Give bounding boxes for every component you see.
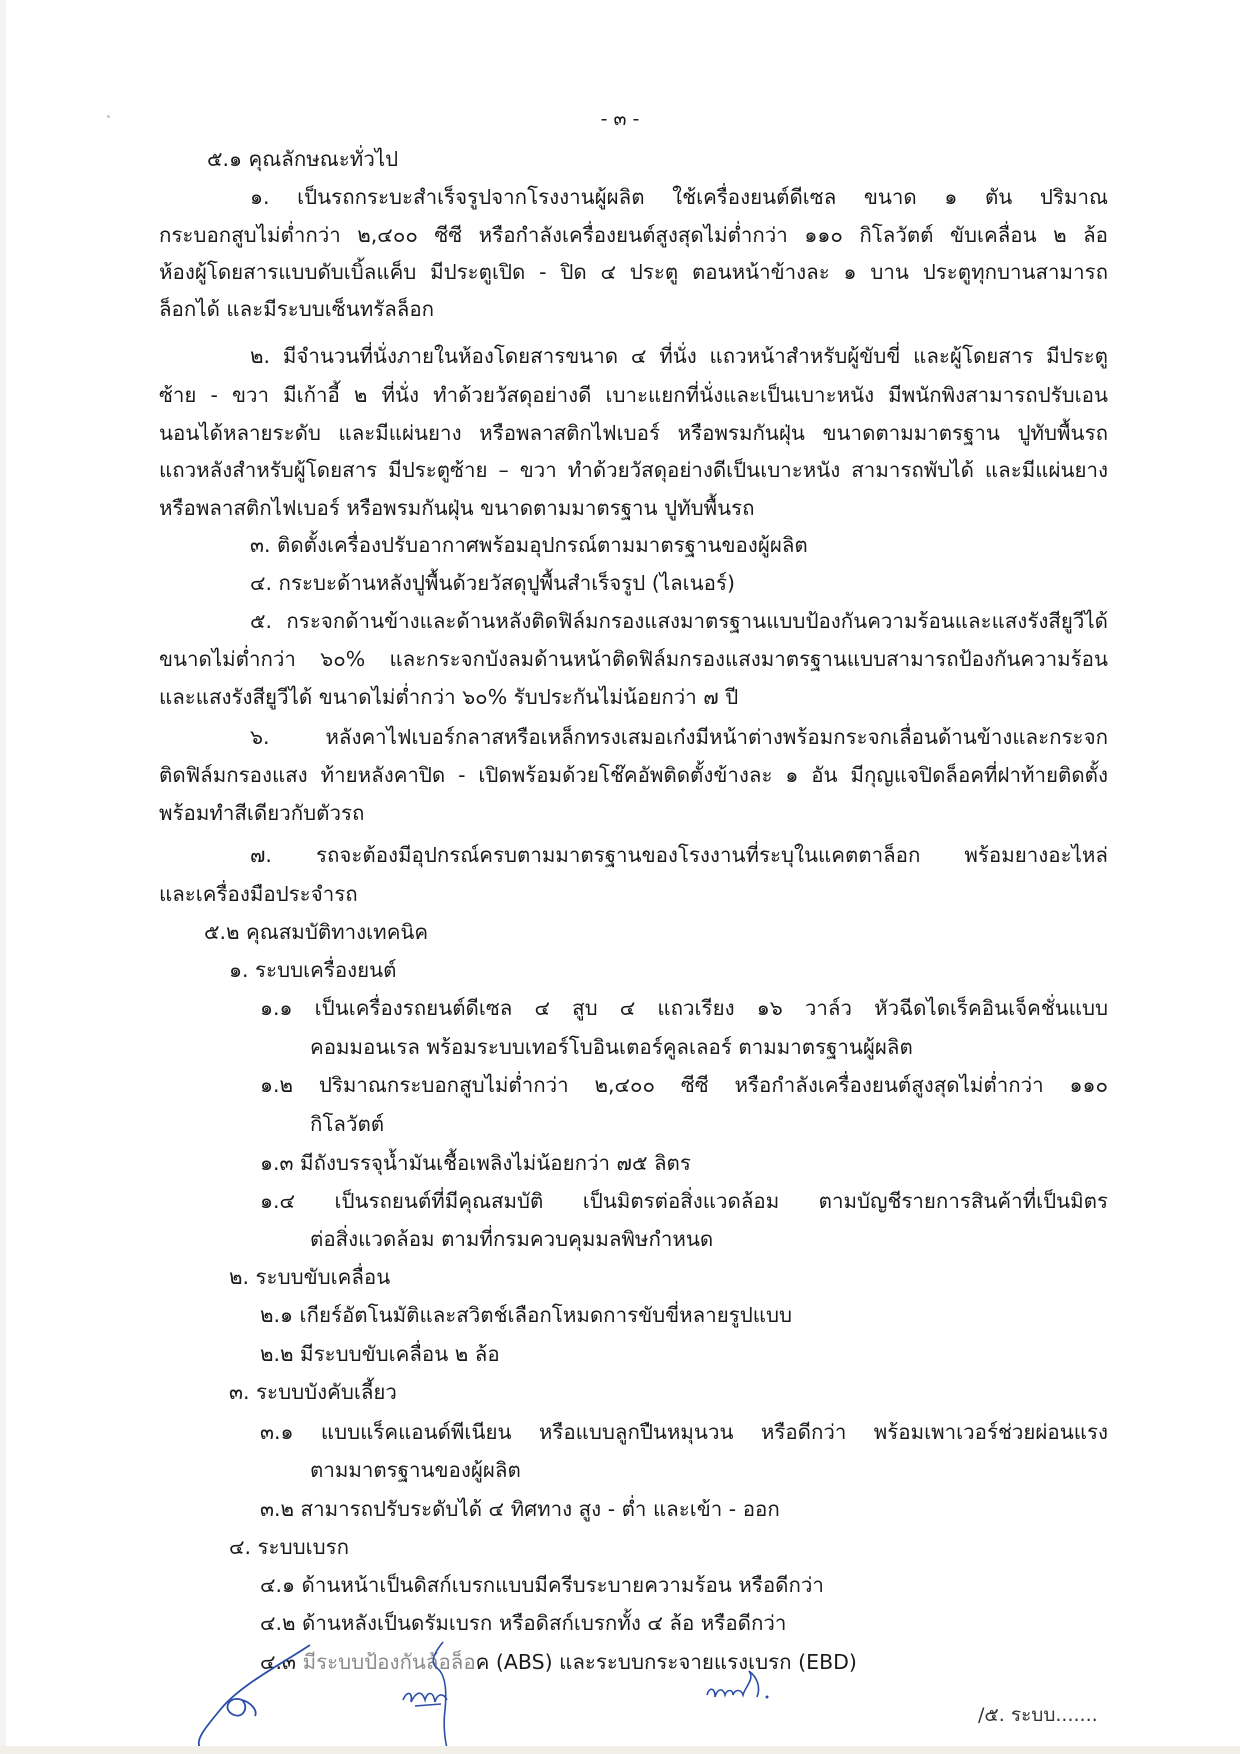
- item-3-line-1: ๓. ติดตั้งเครื่องปรับอากาศพร้อมอุปกรณ์ตามมาตรฐานของผู้ผลิต: [250, 533, 808, 557]
- section-5-1-heading: ๕.๑ คุณลักษณะทั่วไป: [207, 147, 399, 171]
- item-2-line-2: ซ้าย - ขวา มีเก้าอี้ ๒ ที่นั่ง ทำด้วยวัสดุอย่างดี เบาะแยกที่นั่งและเป็นเบาะหนัง มีพนักพิงสามารถปรับเอน: [159, 383, 1108, 407]
- g1-item-1-line-1: ๑.๑ เป็นเครื่องรถยนต์ดีเซล ๔ สูบ ๔ แถวเรียง ๑๖ วาล์ว หัวฉีดไดเร็คอินเจ็คชั่นแบบ: [260, 996, 1108, 1020]
- scan-bottom-edge: [0, 1746, 1240, 1754]
- scan-left-edge: [0, 0, 6, 1754]
- signature-1: [180, 1640, 320, 1750]
- g1-item-4-line-2: ต่อสิ่งแวดล้อม ตามที่กรมควบคุมมลพิษกำหนด: [310, 1227, 714, 1251]
- item-2-line-5: หรือพลาสติกไฟเบอร์ หรือพรมกันฝุ่น ขนาดตามมาตรฐาน ปูทับพื้นรถ: [159, 496, 755, 520]
- item-1-line-2: กระบอกสูบไม่ต่ำกว่า ๒,๔๐๐ ซีซี หรือกำลังเครื่องยนต์สูงสุดไม่ต่ำกว่า ๑๑๐ กิโลวัตต์ ขับเคลื่อน ๒ ล้อ: [159, 223, 1108, 247]
- g1-item-2-line-1: ๑.๒ ปริมาณกระบอกสูบไม่ต่ำกว่า ๒,๔๐๐ ซีซี หรือกำลังเครื่องยนต์สูงสุดไม่ต่ำกว่า ๑๑๐: [260, 1073, 1108, 1097]
- g3-item-2-line-1: ๓.๒ สามารถปรับระดับได้ ๔ ทิศทาง สูง - ต่ำ และเข้า - ออก: [260, 1497, 780, 1521]
- g1-item-3-line-1: ๑.๓ มีถังบรรจุน้ำมันเชื้อเพลิงไม่น้อยกว่า ๗๕ ลิตร: [260, 1151, 691, 1175]
- item-6-line-2: ติดฟิล์มกรองแสง ท้ายหลังคาปิด - เปิดพร้อมด้วยโช๊คอัพติดตั้งข้างละ ๑ อัน มีกุญแจปิดล็อคที่ฝาท้ายติดตั้ง: [159, 763, 1108, 787]
- g4-item-3-rest: ค (ABS) และระบบกระจายแรงเบรก (EBD): [475, 1650, 857, 1674]
- signature-3-icon: [705, 1665, 785, 1710]
- continuation-note: /๕. ระบบ.......: [978, 1704, 1098, 1726]
- item-7-line-1: ๗. รถจะต้องมีอุปกรณ์ครบตามมาตรฐานของโรงงานที่ระบุในแคตตาล็อก พร้อมยางอะไหล่: [250, 843, 1108, 867]
- g3-item-1-line-1: ๓.๑ แบบแร็คแอนด์พีเนียน หรือแบบลูกปืนหมุนวน หรือดีกว่า พร้อมเพาเวอร์ช่วยผ่อนแรง: [260, 1420, 1108, 1444]
- item-6-line-3: พร้อมทำสีเดียวกับตัวรถ: [159, 801, 365, 825]
- item-6-line-1: ๖. หลังคาไฟเบอร์กลาสหรือเหล็กทรงเสมอเก๋งมีหน้าต่างพร้อมกระจกเลื่อนด้านข้างและกระจก: [250, 725, 1108, 749]
- item-2-line-3: นอนได้หลายระดับ และมีแผ่นยาง หรือพลาสติกไฟเบอร์ หรือพรมกันฝุ่น ขนาดตามมาตรฐาน ปูทับพื้นรถ: [159, 421, 1108, 445]
- signature-2: [395, 1640, 475, 1750]
- group-1-title: ๑. ระบบเครื่องยนต์: [229, 958, 397, 982]
- g4-item-3-prefix: ๔.๓: [260, 1650, 303, 1674]
- item-2-line-1: ๒. มีจำนวนที่นั่งภายในห้องโดยสารขนาด ๔ ที่นั่ง แถวหน้าสำหรับผู้ขับขี่ และผู้โดยสาร มีประตู: [250, 344, 1108, 368]
- item-2-line-4: แถวหลังสำหรับผู้โดยสาร มีประตูซ้าย – ขวา ทำด้วยวัสดุอย่างดีเป็นเบาะหนัง สามารถพับได้ และมีแผ่นยาง: [159, 458, 1108, 482]
- g4-item-3-faded-text: มีระบบป้องกันล้อล็อ: [302, 1650, 476, 1674]
- g3-item-1-line-2: ตามมาตรฐานของผู้ผลิต: [310, 1458, 521, 1482]
- item-1-line-3: ห้องผู้โดยสารแบบดับเบิ้ลแค็บ มีประตูเปิด - ปิด ๔ ประตู ตอนหน้าข้างละ ๑ บาน ประตูทุกบานสามารถ: [159, 260, 1108, 284]
- signature-1-icon: [180, 1640, 320, 1750]
- group-3-title: ๓. ระบบบังคับเลี้ยว: [229, 1380, 397, 1404]
- g1-item-1-line-2: คอมมอนเรล พร้อมระบบเทอร์โบอินเตอร์คูลเลอร์ ตามมาตรฐานผู้ผลิต: [310, 1035, 913, 1059]
- signature-2-icon: [395, 1640, 475, 1750]
- group-2-title: ๒. ระบบขับเคลื่อน: [229, 1265, 391, 1289]
- g1-item-4-line-1: ๑.๔ เป็นรถยนต์ที่มีคุณสมบัติ เป็นมิตรต่อสิ่งแวดล้อม ตามบัญชีรายการสินค้าที่เป็นมิตร: [260, 1189, 1108, 1213]
- g4-item-1-line-1: ๔.๑ ด้านหน้าเป็นดิสก์เบรกแบบมีครีบระบายความร้อน หรือดีกว่า: [260, 1573, 824, 1597]
- item-5-line-1: ๕. กระจกด้านข้างและด้านหลังติดฟิล์มกรองแสงมาตรฐานแบบป้องกันความร้อนและแสงรังสียูวีได้: [250, 609, 1108, 633]
- page-number: - ๓ -: [600, 108, 640, 130]
- item-5-line-2: ขนาดไม่ต่ำกว่า ๖๐% และกระจกบังลมด้านหน้าติดฟิล์มกรองแสงมาตรฐานแบบสามารถป้องกันความร้อน: [159, 647, 1108, 671]
- item-4-line-1: ๔. กระบะด้านหลังปูพื้นด้วยวัสดุปูพื้นสำเร็จรูป (ไลเนอร์): [250, 571, 735, 595]
- item-5-line-3: และแสงรังสียูวีได้ ขนาดไม่ต่ำกว่า ๖๐% รับประกันไม่น้อยกว่า ๗ ปี: [159, 685, 739, 709]
- group-4-title: ๔. ระบบเบรก: [229, 1535, 350, 1559]
- section-5-2-heading: ๕.๒ คุณสมบัติทางเทคนิค: [204, 920, 429, 944]
- signature-3: [705, 1665, 785, 1710]
- g1-item-2-line-2: กิโลวัตต์: [310, 1112, 385, 1136]
- g4-item-2-line-1: ๔.๒ ด้านหลังเป็นดรัมเบรก หรือดิสก์เบรกทั้ง ๔ ล้อ หรือดีกว่า: [260, 1611, 787, 1635]
- g2-item-2-line-1: ๒.๒ มีระบบขับเคลื่อน ๒ ล้อ: [260, 1342, 500, 1366]
- item-1-line-4: ล็อกได้ และมีระบบเซ็นทรัลล็อก: [159, 297, 435, 321]
- item-7-line-2: และเครื่องมือประจำรถ: [159, 882, 358, 906]
- item-1-line-1: ๑. เป็นรถกระบะสำเร็จรูปจากโรงงานผู้ผลิต ใช้เครื่องยนต์ดีเซล ขนาด ๑ ตัน ปริมาณ: [250, 185, 1108, 209]
- g2-item-1-line-1: ๒.๑ เกียร์อัตโนมัติและสวิตช์เลือกโหมดการขับขี่หลายรูปแบบ: [260, 1303, 792, 1327]
